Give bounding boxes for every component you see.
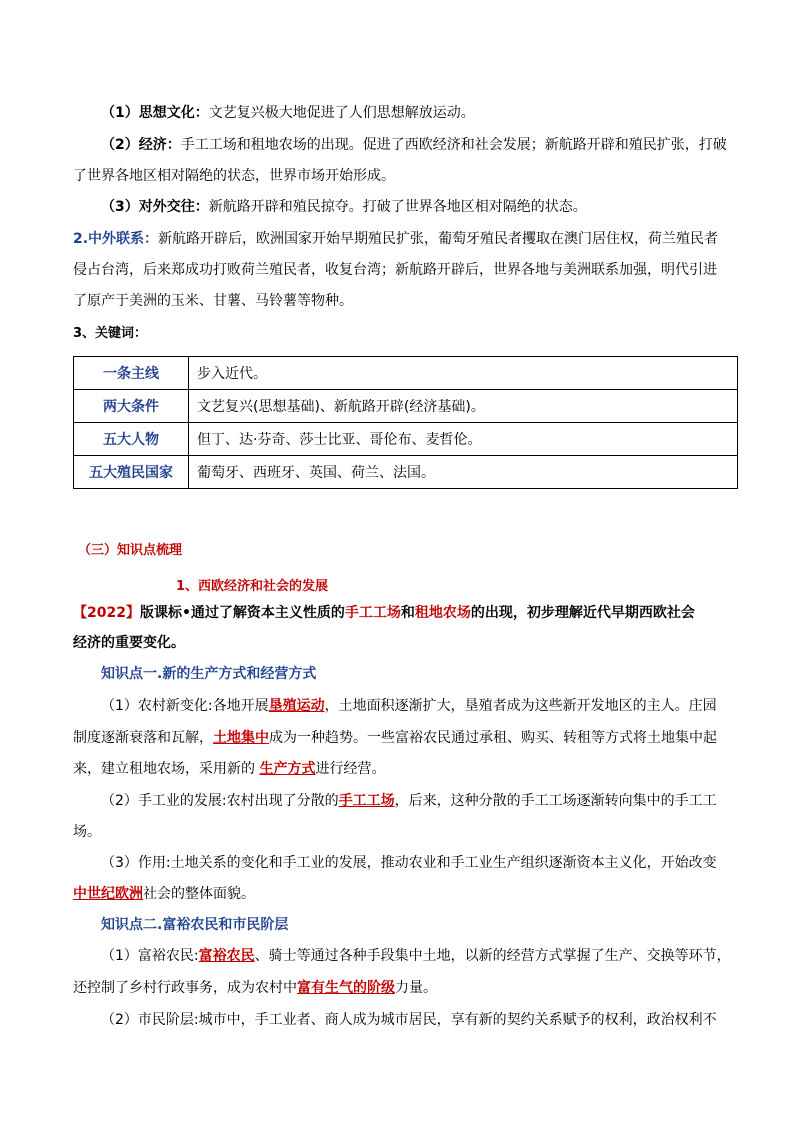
kp1-item2-cont: 场。 bbox=[73, 824, 101, 840]
kp1-item1-cont: 制度逐渐衰落和瓦解，土地集中成为一种趋势。一些富裕农民通过承租、购买、转租等方式将土地集中起 bbox=[73, 730, 717, 746]
kp1-item2: （2）手工业的发展:农村出现了分散的手工工场，后来，这种分散的手工工场逐渐转向集中的手工工 bbox=[101, 793, 717, 809]
kp2-item2: （2）市民阶层:城市中，手工业者、商人成为城市居民，享有新的契约关系赋予的权利，政治权利不 bbox=[101, 1012, 717, 1028]
item-text: 文艺复兴极大地促进了人们思想解放运动。 bbox=[208, 105, 475, 121]
keyword-value: 但丁、达·芬奇、莎士比亚、哥伦布、麦哲伦。 bbox=[189, 423, 738, 456]
keywords-row bbox=[74, 456, 738, 489]
item-text: 新航路开辟和殖民掠夺。打破了世界各地区相对隔绝的状态。 bbox=[208, 199, 587, 215]
kp1-title: 知识点一.新的生产方式和经营方式 bbox=[101, 666, 317, 682]
keyword-key: 一条主线 bbox=[74, 357, 189, 390]
item-label: （3）对外交往： bbox=[101, 199, 209, 215]
curriculum-standard: 【2022】版课标•通过了解资本主义性质的手工工场和租地农场的出现，初步理解近代早期西欧社会 bbox=[73, 605, 695, 621]
kp1-item1: （1）农村新变化:各地开展垦殖运动，土地面积逐渐扩大，垦殖者成为这些新开发地区的主人。庄园 bbox=[101, 698, 717, 714]
fill-blank: 垦殖运动 bbox=[268, 698, 325, 714]
curriculum-standard-cont: 经济的重要变化。 bbox=[73, 635, 185, 651]
keywords-row bbox=[74, 423, 738, 456]
para-label: 2.中外联系： bbox=[73, 231, 159, 247]
keywords-row bbox=[74, 357, 738, 390]
keyword-value: 葡萄牙、西班牙、英国、荷兰、法国。 bbox=[189, 456, 738, 489]
kp2-item1: （1）富裕农民:富裕农民、骑士等通过各种手段集中土地，以新的经营方式掌握了生产、交换等环节， bbox=[101, 948, 731, 964]
section-title: （三）知识点梳理 bbox=[78, 543, 183, 558]
sino-foreign-line3: 了原产于美洲的玉米、甘薯、马铃薯等物种。 bbox=[73, 293, 353, 309]
sino-foreign-para bbox=[73, 229, 733, 249]
kp2-title: 知识点二.富裕农民和市民阶层 bbox=[101, 917, 289, 933]
item-economy bbox=[101, 135, 761, 155]
keyword-key: 五大殖民国家 bbox=[74, 456, 189, 489]
item-label: （1）思想文化： bbox=[101, 105, 209, 121]
sino-foreign-line2: 侵占台湾，后来郑成功打败荷兰殖民者，收复台湾；新航路开辟后，世界各地与美洲联系加强，明代引进 bbox=[73, 262, 717, 278]
item-text: 手工工场和租地农场的出现。促进了西欧经济和社会发展；新航路开辟和殖民扩张，打破 bbox=[180, 137, 727, 153]
fill-blank: 富裕农民 bbox=[198, 948, 255, 964]
item-economy-cont: 了世界各地区相对隔绝的状态，世界市场开始形成。 bbox=[73, 168, 395, 184]
fill-blank: 中世纪欧洲 bbox=[73, 886, 143, 902]
standard-tag: 【2022】 bbox=[73, 605, 140, 621]
highlight: 手工工场 bbox=[344, 605, 401, 621]
keywords-title: 3、关键词： bbox=[73, 326, 148, 341]
para-text: 新航路开辟后，欧洲国家开始早期殖民扩张，葡萄牙殖民者攫取在澳门居住权，荷兰殖民者 bbox=[158, 231, 719, 247]
keywords-table bbox=[73, 356, 738, 489]
fill-blank: 土地集中 bbox=[213, 730, 269, 746]
keyword-value: 文艺复兴(思想基础)、新航路开辟(经济基础)。 bbox=[189, 390, 738, 423]
kp2-item1-cont: 还控制了乡村行政事务，成为农村中富有生气的阶级力量。 bbox=[73, 980, 437, 996]
keywords-row bbox=[74, 390, 738, 423]
kp1-item1-cont2: 来，建立租地农场，采用新的 生产方式进行经营。 bbox=[73, 761, 386, 777]
fill-blank: 生产方式 bbox=[259, 761, 316, 777]
kp1-item3: （3）作用:土地关系的变化和手工业的发展，推动农业和手工业生产组织逐渐资本主义化，开始改变 bbox=[101, 855, 717, 871]
item-foreign bbox=[101, 197, 761, 217]
fill-blank: 手工工场 bbox=[338, 793, 395, 809]
keyword-key: 两大条件 bbox=[74, 390, 189, 423]
highlight: 租地农场 bbox=[414, 605, 471, 621]
keyword-value: 步入近代。 bbox=[189, 357, 738, 390]
item-ideology bbox=[101, 103, 761, 123]
item-label: （2）经济： bbox=[101, 137, 181, 153]
keyword-key: 五大人物 bbox=[74, 423, 189, 456]
section-subtitle: 1、西欧经济和社会的发展 bbox=[176, 579, 329, 594]
kp1-item3-cont: 中世纪欧洲社会的整体面貌。 bbox=[73, 886, 255, 902]
fill-blank: 富有生气的阶级 bbox=[297, 980, 395, 996]
